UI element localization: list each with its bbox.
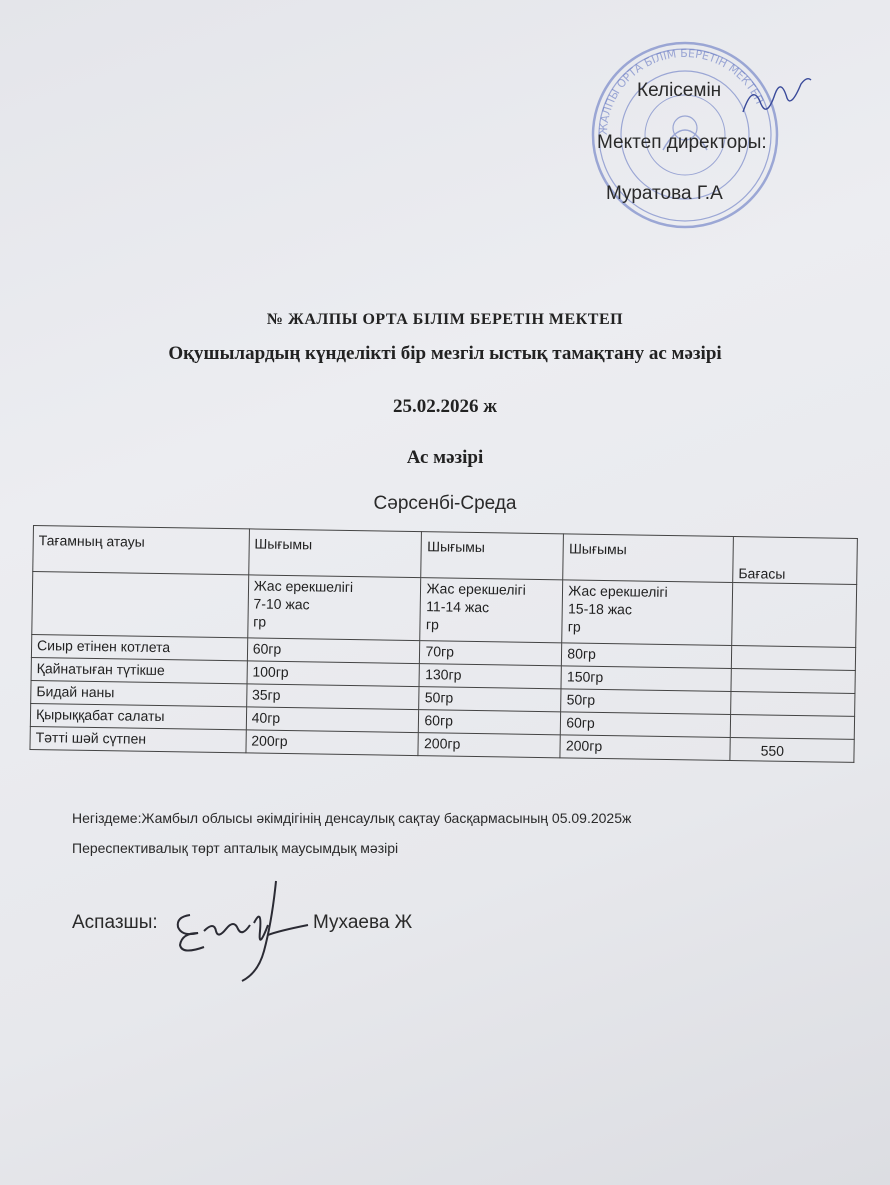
age-group-unit: гр bbox=[567, 618, 581, 635]
dish-name: Қайнатыған түтікше bbox=[31, 657, 247, 683]
price-cell: 550 bbox=[730, 737, 854, 762]
price-cell bbox=[730, 714, 854, 739]
column-header: Бағасы bbox=[733, 537, 858, 585]
director-signature-icon bbox=[735, 70, 815, 130]
portion-11-14: 60гр bbox=[419, 710, 561, 735]
menu-date: 25.02.2026 ж bbox=[392, 396, 498, 417]
portion-15-18: 50гр bbox=[561, 689, 731, 715]
approval-agreed: Келісемін bbox=[637, 80, 722, 101]
basis-note-continued: Переспективалық төрт апталық маусымдық мәзірі bbox=[72, 840, 399, 856]
empty-cell bbox=[32, 572, 249, 638]
price-cell bbox=[731, 645, 855, 670]
approval-block bbox=[585, 40, 845, 230]
dish-name: Тәтті шәй сүтпен bbox=[30, 726, 246, 752]
portion-15-18: 150гр bbox=[561, 666, 731, 692]
age-group-range: 15-18 жас bbox=[567, 600, 633, 618]
age-group-label: Жас ерекшелігі bbox=[568, 582, 668, 600]
portion-7-10: 60гр bbox=[247, 638, 420, 664]
dish-name: Сиыр етінен котлета bbox=[31, 634, 247, 660]
menu-label: Ас мәзірі bbox=[406, 447, 484, 468]
portion-7-10: 200гр bbox=[246, 730, 419, 756]
column-header: Шығымы bbox=[563, 534, 733, 583]
approval-name: Муратова Г.А bbox=[606, 183, 723, 204]
dish-name: Бидай наны bbox=[31, 680, 247, 706]
age-group-cell bbox=[562, 580, 733, 646]
age-group-unit: гр bbox=[425, 616, 440, 633]
age-group-label: Жас ерекшелігі bbox=[426, 580, 526, 598]
age-group-range: 11-14 жас bbox=[426, 598, 490, 616]
portion-15-18: 200гр bbox=[560, 735, 730, 761]
age-group-cell bbox=[420, 578, 563, 643]
column-header: Шығымы bbox=[248, 529, 421, 578]
portion-11-14: 50гр bbox=[419, 687, 561, 712]
school-name: № ЖАЛПЫ ОРТА БІЛІМ БЕРЕТІН МЕКТЕП bbox=[266, 311, 624, 328]
cook-label: Аспазшы: bbox=[72, 912, 158, 933]
portion-7-10: 100гр bbox=[247, 661, 420, 687]
empty-cell bbox=[732, 582, 857, 647]
basis-note: Негіздеме:Жамбыл облысы әкімдігінің денсаулық сақтау басқармасының 05.09.2025ж bbox=[72, 810, 632, 826]
portion-7-10: 35гр bbox=[246, 684, 419, 710]
column-header: Тағамның атауы bbox=[33, 526, 249, 575]
portion-11-14: 200гр bbox=[418, 733, 560, 758]
cook-signature-icon bbox=[168, 875, 313, 985]
approval-position: Мектеп директоры: bbox=[597, 132, 767, 153]
portion-15-18: 80гр bbox=[562, 643, 732, 669]
age-group-cell bbox=[247, 575, 421, 641]
cook-name: Мухаева Ж bbox=[313, 912, 413, 933]
price-cell bbox=[731, 691, 855, 716]
portion-11-14: 70гр bbox=[420, 641, 562, 666]
day-of-week: Сәрсенбі-Среда bbox=[373, 493, 517, 514]
portion-7-10: 40гр bbox=[246, 707, 419, 733]
age-group-unit: гр bbox=[253, 613, 267, 630]
dish-name: Қырыққабат салаты bbox=[30, 703, 246, 729]
column-header: Шығымы bbox=[421, 532, 564, 580]
menu-table bbox=[29, 525, 857, 763]
svg-text:ЖАЛПЫ ОРТА БІЛІМ БЕРЕТІН МЕКТЕ: ЖАЛПЫ ОРТА БІЛІМ БЕРЕТІН МЕКТЕП bbox=[596, 46, 767, 136]
portion-15-18: 60гр bbox=[561, 712, 731, 738]
menu-title: Оқушылардың күнделікті бір мезгіл ыстық тамақтану ас мәзірі bbox=[168, 343, 722, 364]
price-cell bbox=[731, 668, 855, 693]
portion-11-14: 130гр bbox=[419, 664, 561, 689]
age-group-range: 7-10 жас bbox=[253, 595, 310, 613]
age-group-label: Жас ерекшелігі bbox=[253, 577, 354, 596]
